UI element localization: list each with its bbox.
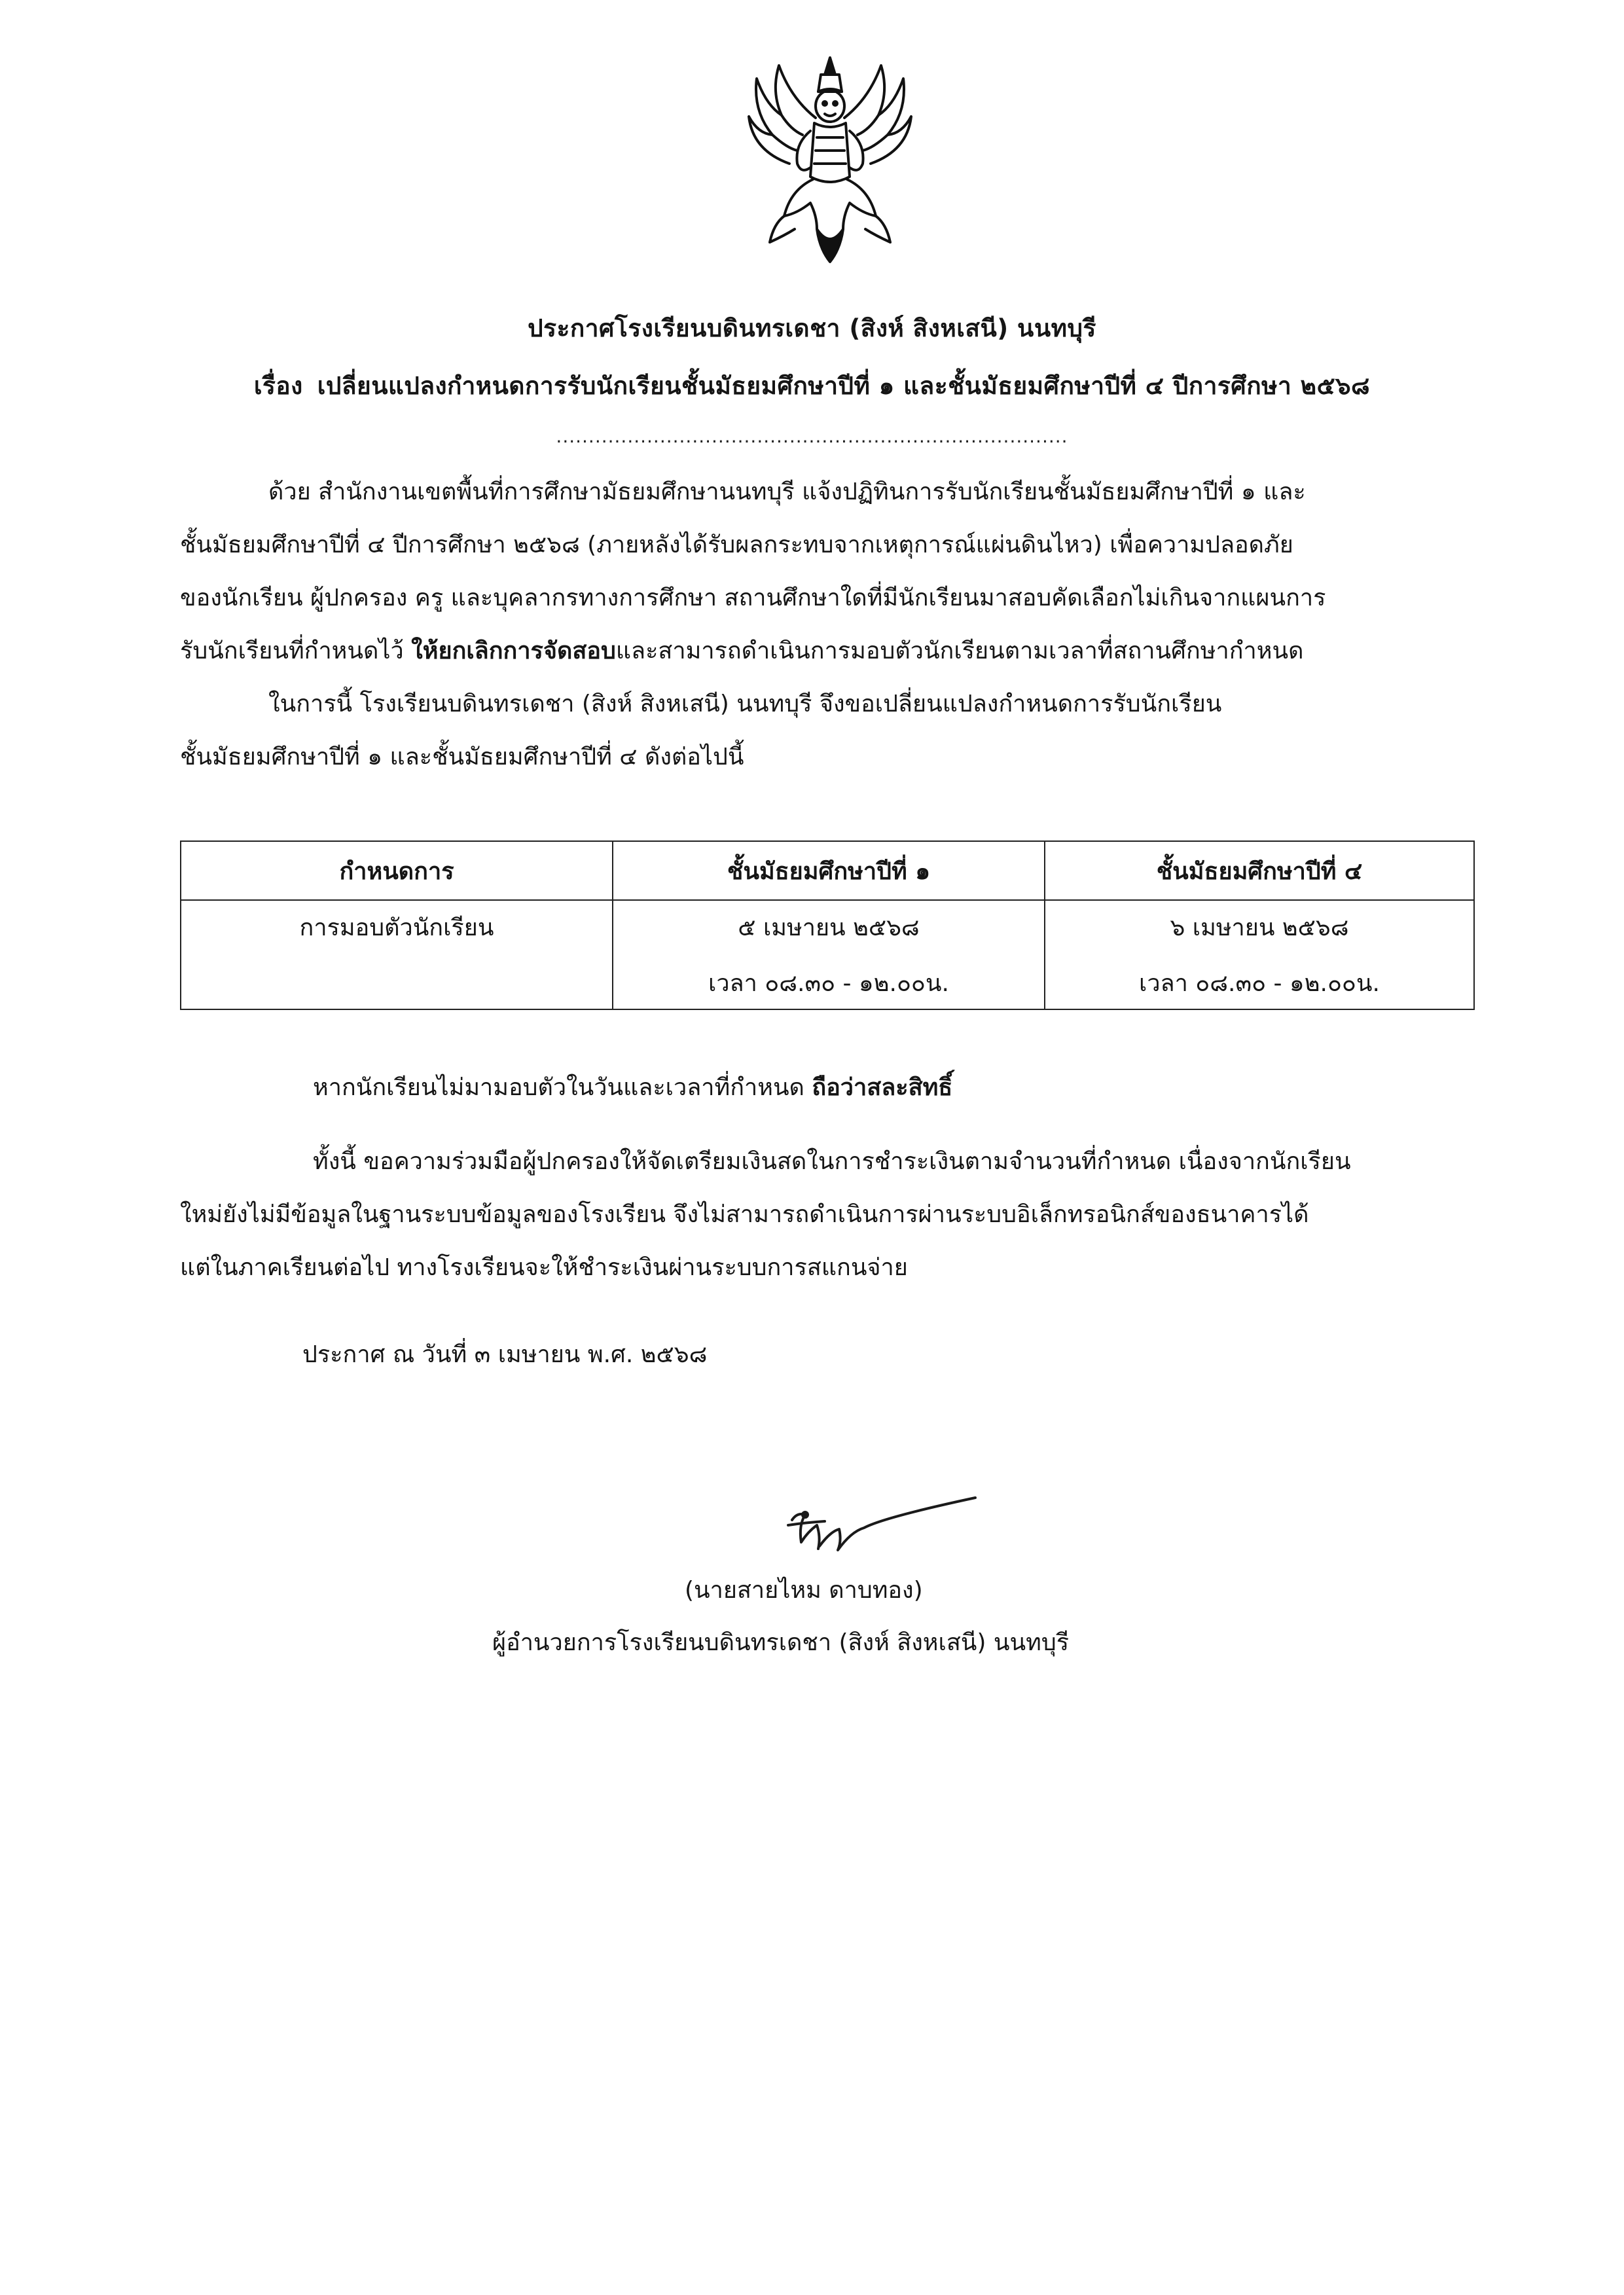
paragraph1-line4-pre: รับนักเรียนที่กำหนดไว้ xyxy=(180,638,412,664)
payment-line2: ใหม่ยังไม่มีข้อมูลในฐานระบบข้อมูลของโรงเรียน จึงไม่สามารถดำเนินการผ่านระบบอิเล็กทรอนิกส์ของธนาคารได้ xyxy=(180,1201,1309,1228)
header-m1: ชั้นมัธยมศึกษาปีที่ ๑ xyxy=(613,841,1045,900)
paragraph1-line1: ด้วย สำนักงานเขตพื้นที่การศึกษามัธยมศึกษานนทบุรี แจ้งปฏิทินการรับนักเรียนชั้นมัธยมศึกษาปีที่ ๑ และ xyxy=(268,479,1306,505)
m1-date: ๕ เมษายน ๒๕๖๘ xyxy=(738,914,920,941)
subject-text: เปลี่ยนแปลงกำหนดการรับนักเรียนชั้นมัธยมศึกษาปีที่ ๑ และชั้นมัธยมศึกษาปีที่ ๔ ปีการศึกษา ๒๕๖๘ xyxy=(317,372,1371,400)
announcement-date: ประกาศ ณ วันที่ ๓ เมษายน พ.ศ. ๒๕๖๘ xyxy=(302,1341,708,1368)
announcement-subject xyxy=(0,367,1624,405)
payment-line3: แต่ในภาคเรียนต่อไป ทางโรงเรียนจะให้ชำระเงินผ่านระบบการสแกนจ่าย xyxy=(180,1254,908,1281)
m4-date: ๖ เมษายน ๒๕๖๘ xyxy=(1170,914,1349,941)
schedule-table xyxy=(180,840,1475,1010)
forfeit-notice xyxy=(313,1068,952,1106)
paragraph1-line4 xyxy=(180,632,1303,669)
signatory-position: ผู้อำนวยการโรงเรียนบดินทรเดชา (สิงห์ สิงหเสนี) นนทบุรี xyxy=(492,1629,1070,1656)
cell-item: การมอบตัวนักเรียน xyxy=(181,900,613,1009)
table-header-row xyxy=(181,841,1474,900)
paragraph1-line2: ชั้นมัธยมศึกษาปีที่ ๔ ปีการศึกษา ๒๕๖๘ (ภายหลังได้รับผลกระทบจากเหตุการณ์แผ่นดินไหว) เพื่อความปลอดภัย xyxy=(180,532,1293,558)
table-row xyxy=(181,900,1474,1009)
m4-time: เวลา ๐๘.๓๐ - ๑๒.๐๐น. xyxy=(1139,970,1380,997)
payment-line1: ทั้งนี้ ขอความร่วมมือผู้ปกครองให้จัดเตรียมเงินสดในการชำระเงินตามจำนวนที่กำหนด เนื่องจากนักเรียน xyxy=(313,1148,1351,1175)
paragraph2-line1: ในการนี้ โรงเรียนบดินทรเดชา (สิงห์ สิงหเสนี) นนทบุรี จึงขอเปลี่ยนแปลงกำหนดการรับนักเรียน xyxy=(268,691,1222,717)
cancel-exam-emphasis: ให้ยกเลิกการจัดสอบ xyxy=(411,638,616,664)
separator-line: ............................................................................... xyxy=(556,425,1068,447)
paragraph1-line4-post: และสามารถดำเนินการมอบตัวนักเรียนตามเวลาที่สถานศึกษากำหนด xyxy=(615,638,1304,664)
garuda-emblem-icon xyxy=(719,52,941,275)
cell-m1 xyxy=(613,900,1045,1009)
m1-time: เวลา ๐๘.๓๐ - ๑๒.๐๐น. xyxy=(708,970,949,997)
signature-image xyxy=(779,1486,988,1558)
cell-m4 xyxy=(1045,900,1474,1009)
header-m4: ชั้นมัธยมศึกษาปีที่ ๔ xyxy=(1045,841,1474,900)
forfeit-emphasis: ถือว่าสละสิทธิ์ xyxy=(812,1074,953,1101)
signatory-name: (นายสายไหม ดาบทอง) xyxy=(685,1577,923,1604)
forfeit-notice-text: หากนักเรียนไม่มามอบตัวในวันและเวลาที่กำหนด xyxy=(313,1074,812,1101)
paragraph2-line2: ชั้นมัธยมศึกษาปีที่ ๑ และชั้นมัธยมศึกษาปีที่ ๔ ดังต่อไปนี้ xyxy=(180,744,744,770)
paragraph1-line3: ของนักเรียน ผู้ปกครอง ครู และบุคลากรทางการศึกษา สถานศึกษาใดที่มีนักเรียนมาสอบคัดเลือกไม่เกินจากแผนการ xyxy=(180,585,1326,611)
subject-label: เรื่อง xyxy=(253,372,303,400)
header-schedule: กำหนดการ xyxy=(181,841,613,900)
announcement-title: ประกาศโรงเรียนบดินทรเดชา (สิงห์ สิงหเสนี) นนทบุรี xyxy=(528,314,1096,342)
